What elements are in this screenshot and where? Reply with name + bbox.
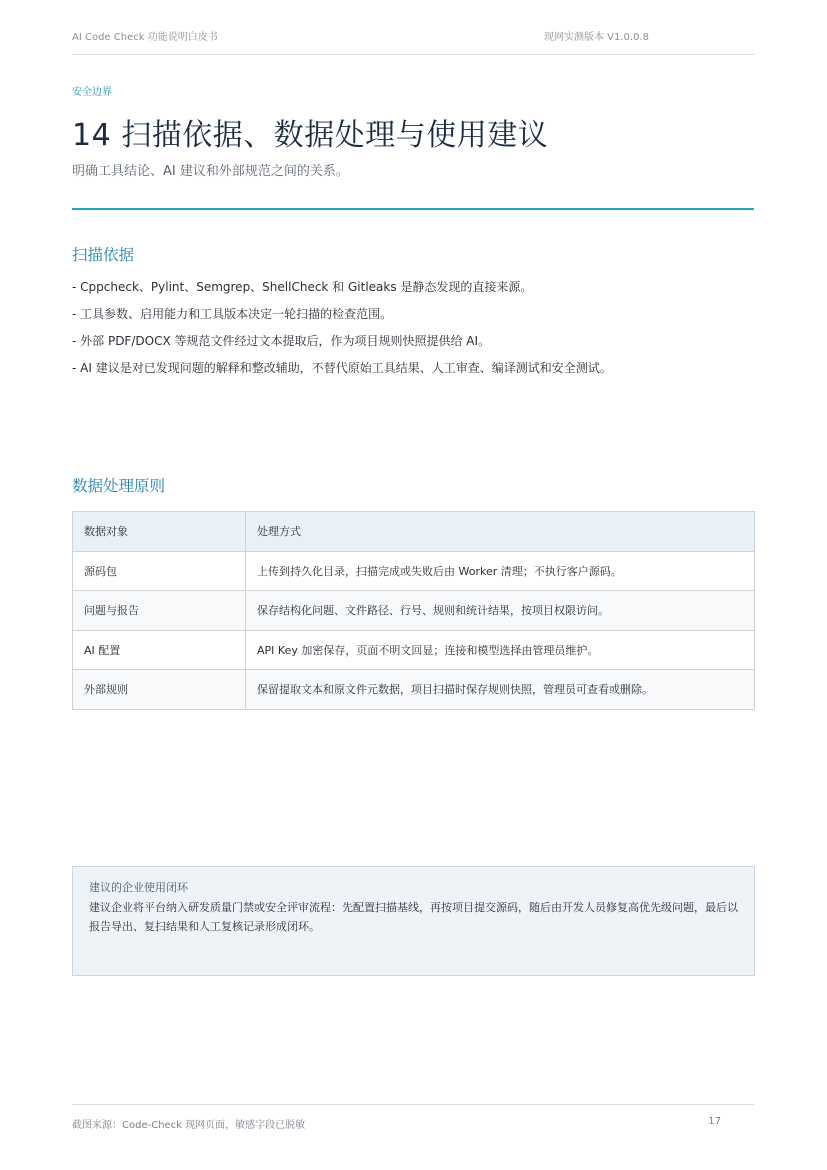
list-item: - Cppcheck、Pylint、Semgrep、ShellCheck 和 Gitleaks 是静态发现的直接来源。 (72, 280, 533, 294)
list-item: - 工具参数、启用能力和工具版本决定一轮扫描的检查范围。 (72, 307, 393, 321)
page-number: 17 (708, 1116, 721, 1127)
document-version: 现网实测版本 V1.0.0.8 (544, 32, 650, 43)
column-header-object: 数据对象 (73, 512, 246, 552)
callout-body: 建议企业将平台纳入研发质量门禁或安全评审流程：先配置扫描基线，再按项目提交源码，随后由开发人员修复高优先级问题，最后以报告导出、复扫结果和人工复核记录形成闭环。 (89, 901, 738, 933)
table-cell-handling: 保留提取文本和原文件元数据，项目扫描时保存规则快照，管理员可查看或删除。 (246, 670, 755, 710)
page-subtitle: 明确工具结论、AI 建议和外部规范之间的关系。 (72, 164, 349, 179)
table-header-row (73, 512, 755, 552)
usage-recommendation-callout (72, 866, 755, 976)
document-title: AI Code Check 功能说明白皮书 (72, 32, 218, 43)
list-item: - 外部 PDF/DOCX 等规范文件经过文本提取后，作为项目规则快照提供给 AI。 (72, 334, 491, 348)
table-cell-object: 问题与报告 (73, 591, 246, 631)
table-cell-object: 源码包 (73, 551, 246, 591)
table-row (73, 670, 755, 710)
footer-source-note: 截图来源：Code-Check 现网页面，敏感字段已脱敏 (72, 1120, 306, 1131)
scan-basis-heading: 扫描依据 (72, 246, 135, 264)
section-kicker: 安全边界 (72, 87, 112, 98)
callout-title: 建议的企业使用闭环 (89, 881, 188, 894)
table-cell-handling: 保存结构化问题、文件路径、行号、规则和统计结果，按项目权限访问。 (246, 591, 755, 631)
list-item: - AI 建议是对已发现问题的解释和整改辅助，不替代原始工具结果、人工审查、编译测试和安全测试。 (72, 361, 612, 375)
page-title: 14 扫描依据、数据处理与使用建议 (72, 118, 549, 153)
data-principles-heading: 数据处理原则 (72, 477, 166, 495)
title-divider (72, 208, 754, 210)
table-cell-handling: API Key 加密保存，页面不明文回显；连接和模型选择由管理员维护。 (246, 630, 755, 670)
scan-basis-list (72, 279, 612, 387)
table-row (73, 630, 755, 670)
table-cell-object: AI 配置 (73, 630, 246, 670)
table-row (73, 591, 755, 631)
data-handling-table (72, 511, 755, 710)
table-row (73, 551, 755, 591)
table-cell-object: 外部规则 (73, 670, 246, 710)
table-cell-handling: 上传到持久化目录，扫描完成或失败后由 Worker 清理；不执行客户源码。 (246, 551, 755, 591)
page-header (72, 26, 755, 55)
page-footer (72, 1104, 755, 1131)
column-header-handling: 处理方式 (246, 512, 755, 552)
